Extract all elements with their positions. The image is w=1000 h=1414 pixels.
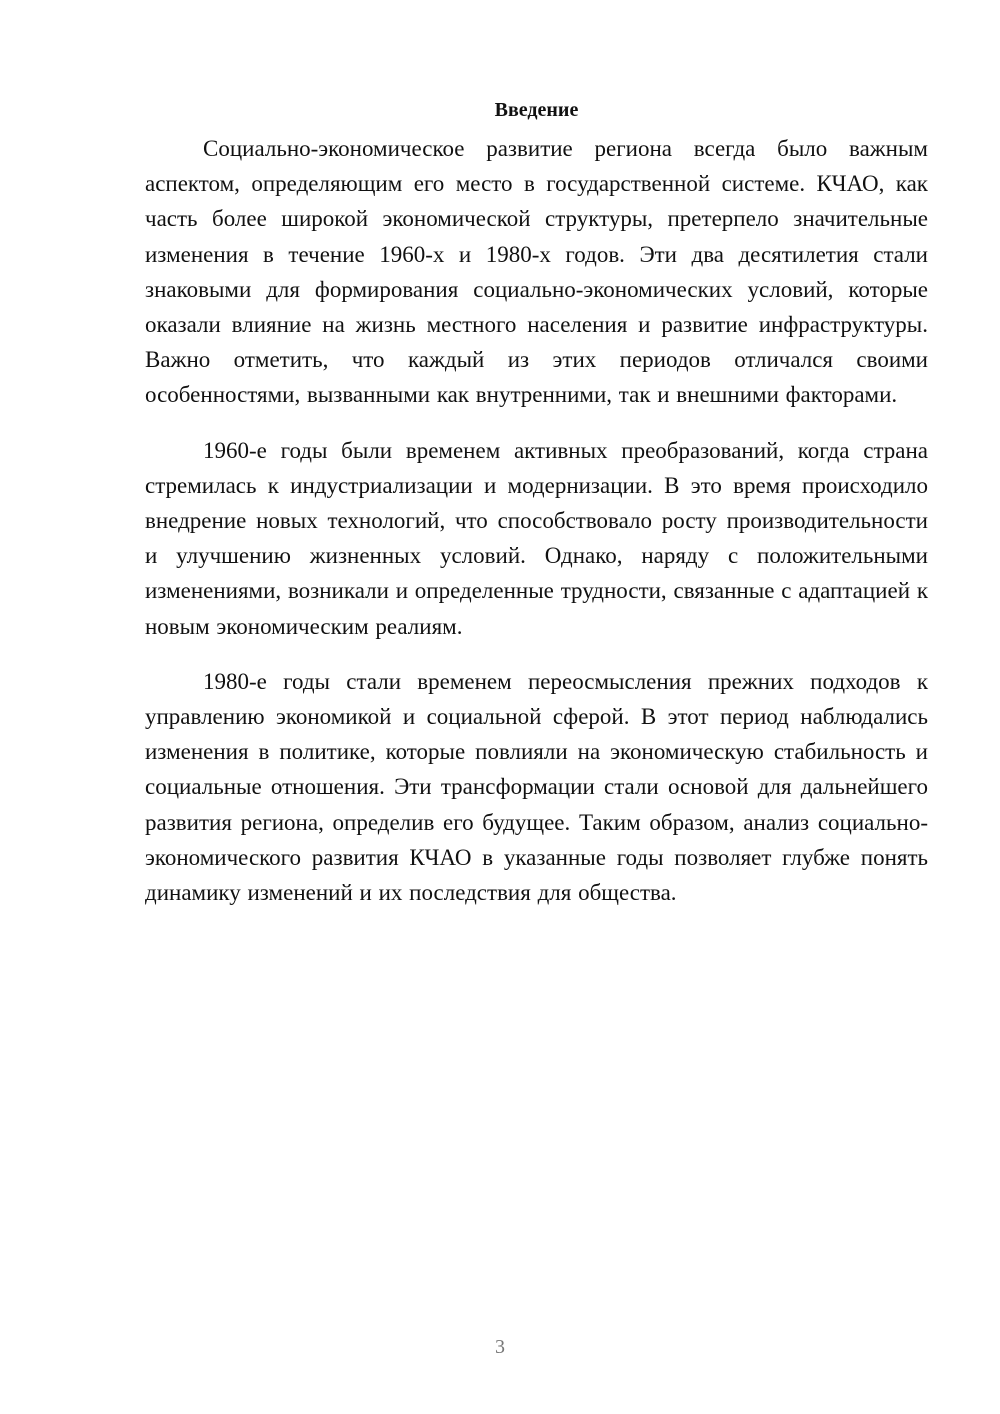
section-heading: Введение [494,99,579,121]
paragraph-1960s: 1960-е годы были временем активных преобразований, когда страна стремилась к индустриализации и модернизации. В это время происходило внедрение новых технологий, что способствовало росту производительности и улучшению жизненных условий. Однако, наряду с положительными изменениями, возникали и определенные трудности, связанные с адаптацией к новым экономическим реалиям. [145,437,928,639]
page-content [145,95,928,930]
page-number: 3 [495,1336,505,1358]
paragraph-intro: Социально-экономическое развитие региона всегда было важным аспектом, определяющим его место в государственной системе. КЧАО, как часть более широкой экономической структуры, претерпело значительные изменения в течение 1960-х и 1980-х годов. Эти два десятилетия стали знаковыми для формирования социально-экономических условий, которые оказали влияние на жизнь местного населения и развитие инфраструктуры. Важно отметить, что каждый из этих периодов отличался своими особенностями, вызванными как внутренними, так и внешними факторами. [145,136,928,408]
paragraph-1980s: 1980-е годы стали временем переосмысления прежних подходов к управлению экономикой и социальной сферой. В этот период наблюдались изменения в политике, которые повлияли на экономическую стабильность и социальные отношения. Эти трансформации стали основой для дальнейшего развития региона, определив его будущее. Таким образом, анализ социально-экономического развития КЧАО в указанные годы позволяет глубже понять динамику изменений и их последствия для общества. [145,668,928,906]
